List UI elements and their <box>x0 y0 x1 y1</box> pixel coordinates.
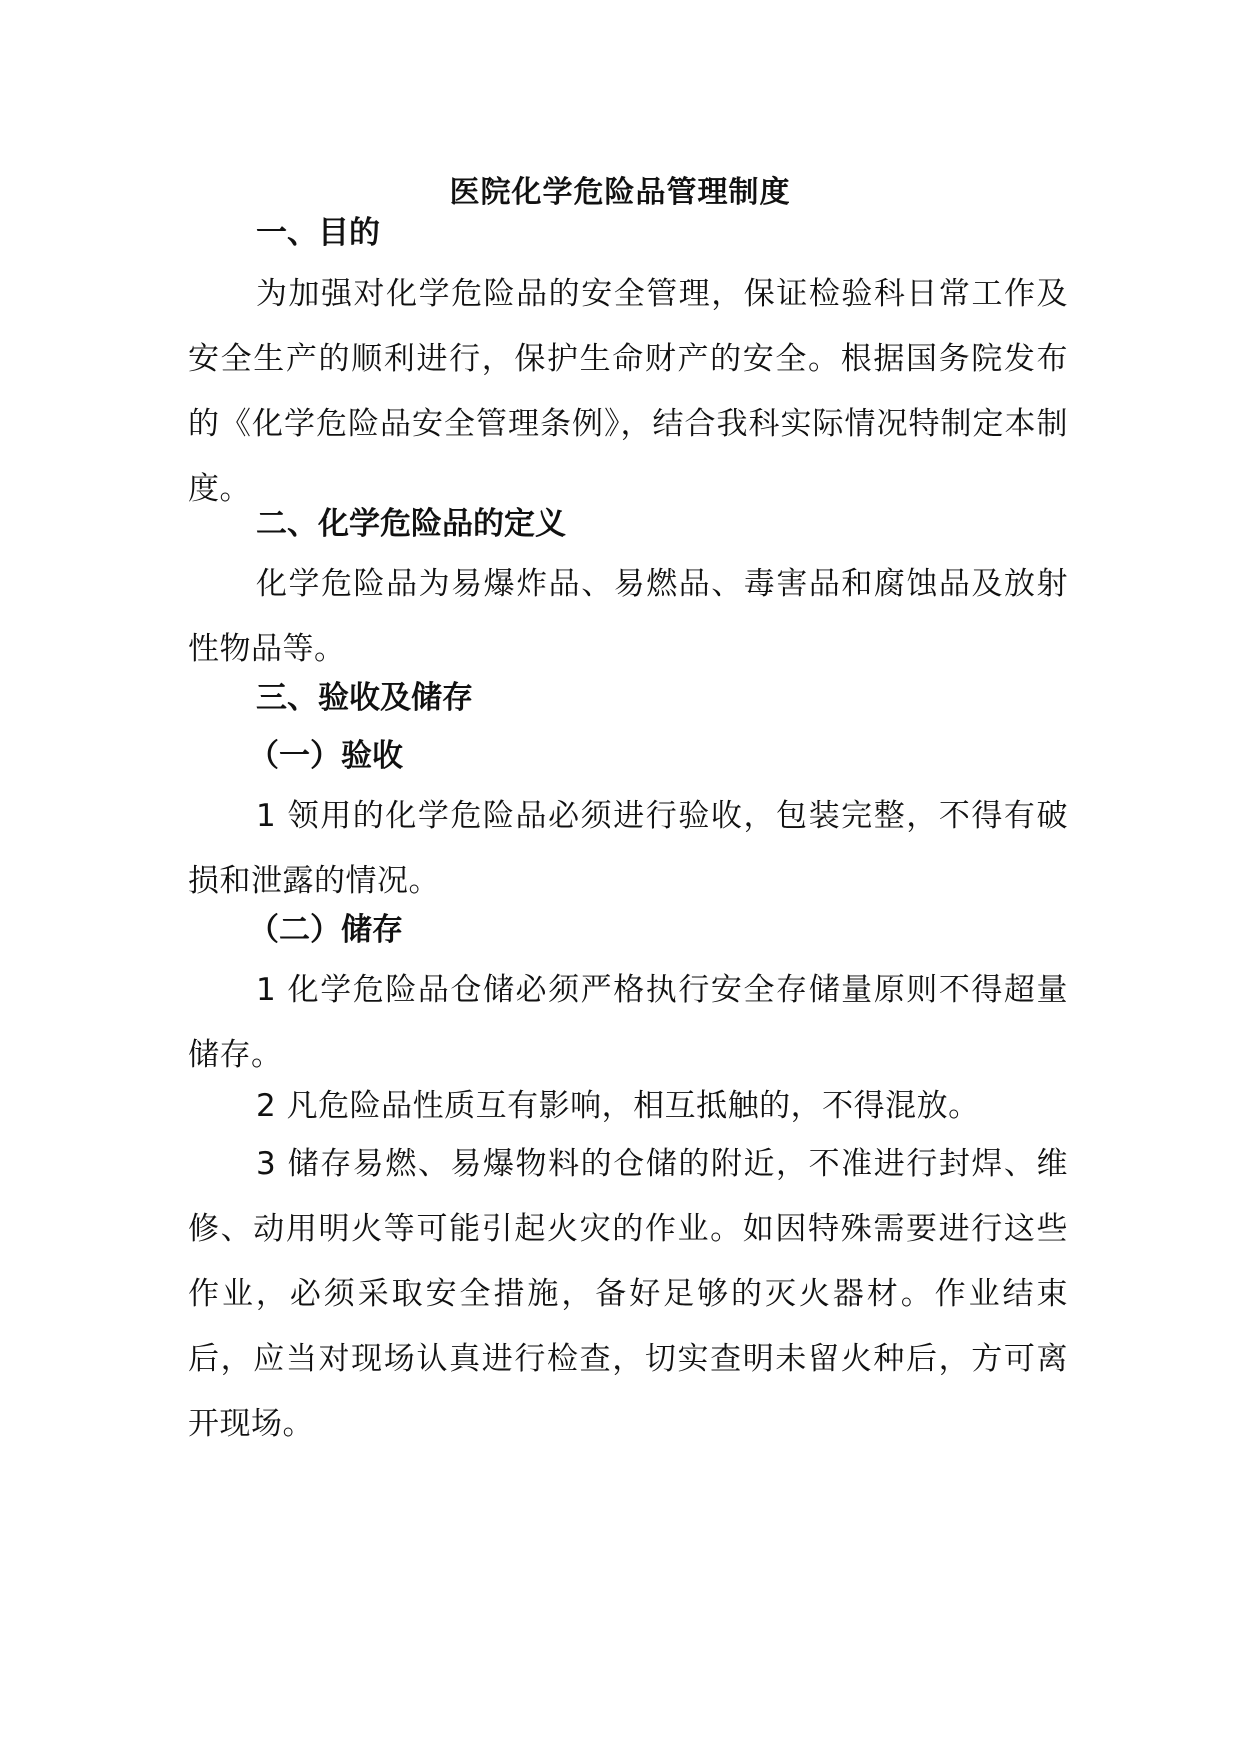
list-item-acceptance-1: 1 领用的化学危险品必须进行验收，包装完整，不得有破损和泄露的情况。 <box>188 798 1068 899</box>
subsection-heading-storage: （二）储存 <box>248 912 403 948</box>
section-heading-acceptance-storage: 三、验收及储存 <box>256 680 473 716</box>
subsection-heading-acceptance: （一）验收 <box>248 738 403 774</box>
section-heading-purpose: 一、目的 <box>256 215 380 251</box>
list-item-storage-2: 2 凡危险品性质互有影响，相互抵触的，不得混放。 <box>256 1088 980 1124</box>
list-item-storage-1: 1 化学危险品仓储必须严格执行安全存储量原则不得超量储存。 <box>188 972 1068 1073</box>
list-item-storage-3: 3 储存易燃、易爆物料的仓储的附近，不准进行封焊、维修、动用明火等可能引起火灾的作业。如因特殊需要进行这些作业，必须采取安全措施，备好足够的灭火器材。作业结束后，应当对现场认真进行检查，切实查明未留火种后，方可离开现场。 <box>188 1146 1068 1442</box>
document-title: 医院化学危险品管理制度 <box>449 175 791 210</box>
section-paragraph-purpose: 为加强对化学危险品的安全管理，保证检验科日常工作及安全生产的顺利进行，保护生命财产的安全。根据国务院发布的《化学危险品安全管理条例》，结合我科实际情况特制定本制度。 <box>188 276 1068 507</box>
section-heading-definition: 二、化学危险品的定义 <box>256 506 566 542</box>
section-paragraph-definition: 化学危险品为易爆炸品、易燃品、毒害品和腐蚀品及放射性物品等。 <box>188 566 1068 667</box>
